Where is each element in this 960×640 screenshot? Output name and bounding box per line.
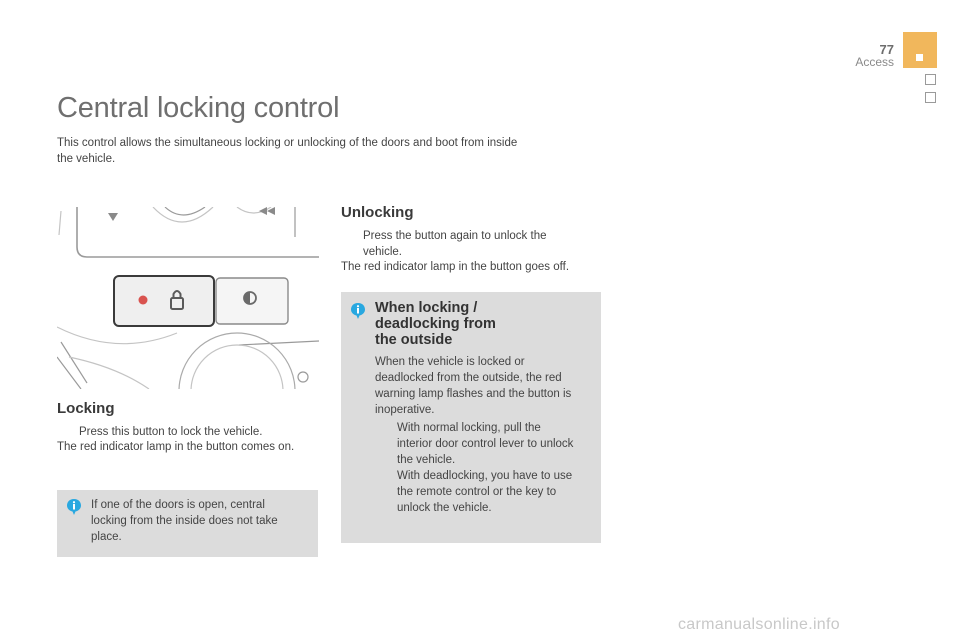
para-line-1: When the vehicle is locked or: [375, 356, 525, 368]
outside-bullet-1: [375, 420, 597, 468]
unlocking-line-1: Press the button again to unlock the: [363, 230, 547, 242]
b1-line-1: With normal locking, pull the: [397, 422, 541, 434]
rewind-icon: [259, 207, 275, 215]
info-doors-open-text: [91, 497, 311, 545]
page-title: Central locking control: [57, 92, 340, 124]
watermark: carmanualsonline.info: [678, 616, 840, 633]
section-tab[interactable]: [903, 32, 937, 68]
outside-bullet-2-text: [397, 468, 572, 516]
info-icon: [350, 302, 366, 320]
outside-bullet-2: [375, 468, 597, 516]
info-icon: [66, 498, 82, 516]
para-line-3: warning lamp flashes and the button is: [375, 388, 572, 400]
b1-line-2: interior door control lever to unlock: [397, 438, 574, 450]
intro-line-2: the vehicle.: [57, 153, 116, 165]
red-indicator-lamp: [139, 296, 148, 305]
info-line-1: If one of the doors is open, central: [91, 499, 265, 511]
heading-line-1: When locking /: [375, 300, 478, 316]
heading-line-3: the outside: [375, 332, 453, 348]
info-box-doors-open: [57, 490, 318, 557]
unlocking-heading: Unlocking: [341, 204, 414, 221]
tab-marker: [916, 54, 923, 61]
nav-square-2[interactable]: [925, 92, 936, 103]
adjacent-button[interactable]: [216, 278, 288, 324]
unlocking-line-2: vehicle.: [363, 246, 402, 258]
locking-note: The red indicator lamp in the button comes on.: [57, 441, 295, 453]
b2-line-2: the remote control or the key to: [397, 486, 557, 498]
locking-bullet-text: Press this button to lock the vehicle.: [79, 426, 263, 438]
b1-line-3: the vehicle.: [397, 454, 456, 466]
nav-square-1[interactable]: [925, 74, 936, 85]
volume-down-icon: [108, 213, 118, 221]
unlocking-note: The red indicator lamp in the button goes off.: [341, 261, 570, 273]
outside-bullet-1-text: [397, 420, 573, 468]
para-line-4: inoperative.: [375, 404, 435, 416]
b2-line-3: unlock the vehicle.: [397, 502, 492, 514]
page-number: 77: [879, 42, 894, 57]
central-locking-illustration: [57, 207, 319, 389]
heading-line-2: deadlocking from: [375, 316, 496, 332]
intro-line-1: This control allows the simultaneous locking or unlocking of the doors and boot from inside: [57, 137, 518, 149]
info-line-2: locking from the inside does not take: [91, 515, 278, 527]
b2-line-1: With deadlocking, you have to use: [397, 470, 573, 482]
outside-box-paragraph: [375, 354, 597, 418]
unlocking-bullet-text: [363, 228, 546, 260]
info-line-3: place.: [91, 531, 122, 543]
para-line-2: deadlocked from the outside, the red: [375, 372, 562, 384]
locking-heading: Locking: [57, 400, 115, 417]
unlocking-bullet: [343, 228, 598, 260]
section-name: Access: [855, 55, 894, 69]
central-locking-button[interactable]: [114, 276, 214, 326]
intro-text: [57, 135, 567, 167]
outside-box-heading: [375, 300, 595, 348]
info-box-outside: [341, 292, 601, 543]
